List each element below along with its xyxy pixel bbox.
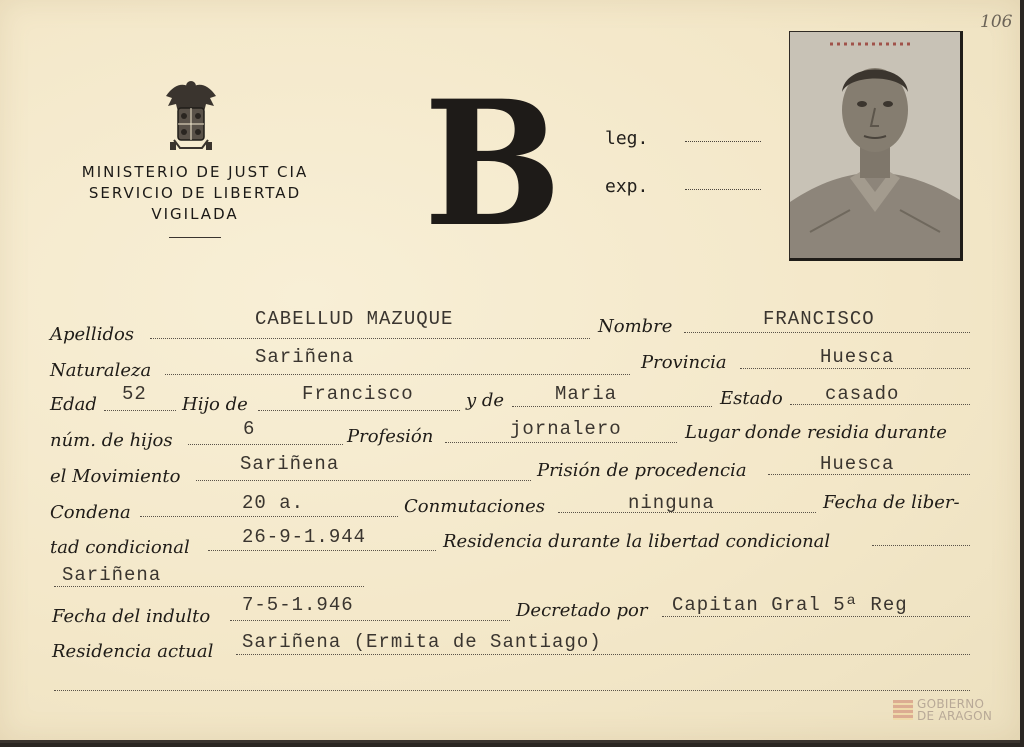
portrait-icon [790,32,960,258]
leg-field [605,128,648,149]
y-de-label: y de [466,390,505,411]
condena-value: 20 a. [242,492,305,514]
fecha-libertad-label: Fecha de liber- [823,492,960,513]
coat-of-arms-icon [160,78,222,152]
conmutaciones-label: Conmutaciones [404,496,545,517]
archive-watermark [893,698,992,722]
prision-label: Prisión de procedencia [537,460,747,481]
residencia-durante-value: Sariñena [62,564,162,586]
tad-condicional-value: 26-9-1.944 [242,526,367,548]
profesion-dots [445,442,677,443]
page-number: 106 [980,12,1013,32]
residencia-actual-value: Sariñena (Ermita de Santiago) [242,631,602,653]
y-de-dots [512,406,712,407]
fecha-indulto-value: 7-5-1.946 [242,594,354,616]
profesion-value: jornalero [510,418,622,440]
lugar-label: Lugar donde residia durante [685,422,947,443]
condena-dots [140,516,398,517]
estado-label: Estado [720,388,783,409]
num-hijos-dots [188,444,343,445]
decretado-value: Capitan Gral 5ª Reg [672,594,908,616]
provincia-dots [740,368,970,369]
naturaleza-dots [165,374,630,375]
apellidos-label: Apellidos [50,324,135,345]
num-hijos-value: 6 [243,418,256,440]
residencia-durante-label: Residencia durante la libertad condicional [443,531,831,552]
residencia-durante-dots-1 [872,545,970,546]
nombre-dots [684,332,970,333]
aragon-flag-icon [893,700,913,720]
fecha-indulto-label: Fecha del indulto [52,606,211,627]
ministry-line-1: MINISTERIO DE JUST CIA [81,163,309,181]
category-letter: B [423,62,562,265]
exp-label: exp. [605,176,649,197]
edad-dots [104,410,176,411]
hijo-de-value: Francisco [302,383,414,405]
blank-line-dots [54,690,970,691]
hijo-de-dots [258,410,460,411]
apellidos-value: CABELLUD MAZUQUE [255,308,454,330]
residencia-durante-dots-2 [54,586,364,587]
ministry-line-2: SERVICIO DE LIBERTAD [88,184,302,202]
exp-field [605,176,648,197]
condena-label: Condena [50,502,131,523]
leg-dots [685,141,761,142]
naturaleza-value: Sariñena [255,346,355,368]
edad-value: 52 [122,383,147,405]
tad-condicional-dots [208,550,436,551]
movimiento-label: el Movimiento [50,466,181,487]
hijo-de-label: Hijo de [182,394,248,415]
fecha-indulto-dots [230,620,510,621]
conmutaciones-value: ninguna [628,492,715,514]
residencia-actual-dots [236,654,970,655]
naturaleza-label: Naturaleza [50,360,152,381]
movimiento-dots [196,480,531,481]
movimiento-value: Sariñena [240,453,340,475]
watermark-line-2: DE ARAGON [917,709,993,723]
decretado-dots [662,616,970,617]
provincia-value: Huesca [820,346,895,368]
watermark-line-1: GOBIERNO [917,697,985,711]
decretado-label: Decretado por [516,600,648,621]
exp-dots [685,189,761,190]
portrait-photo [789,31,963,261]
prision-value: Huesca [820,453,895,475]
nombre-label: Nombre [598,316,673,337]
profesion-label: Profesión [347,426,434,447]
tad-condicional-label: tad condicional [50,537,190,558]
num-hijos-label: núm. de hijos [50,430,173,451]
y-de-value: Maria [555,383,618,405]
ministry-header [40,162,350,238]
estado-value: casado [825,383,900,405]
ministry-underline [169,237,221,238]
nombre-value: FRANCISCO [763,308,875,330]
provincia-label: Provincia [641,352,727,373]
edad-label: Edad [50,394,97,415]
leg-label: leg. [605,128,649,149]
apellidos-dots [150,338,590,339]
residencia-actual-label: Residencia actual [52,641,214,662]
ministry-line-3: VIGILADA [151,205,239,223]
